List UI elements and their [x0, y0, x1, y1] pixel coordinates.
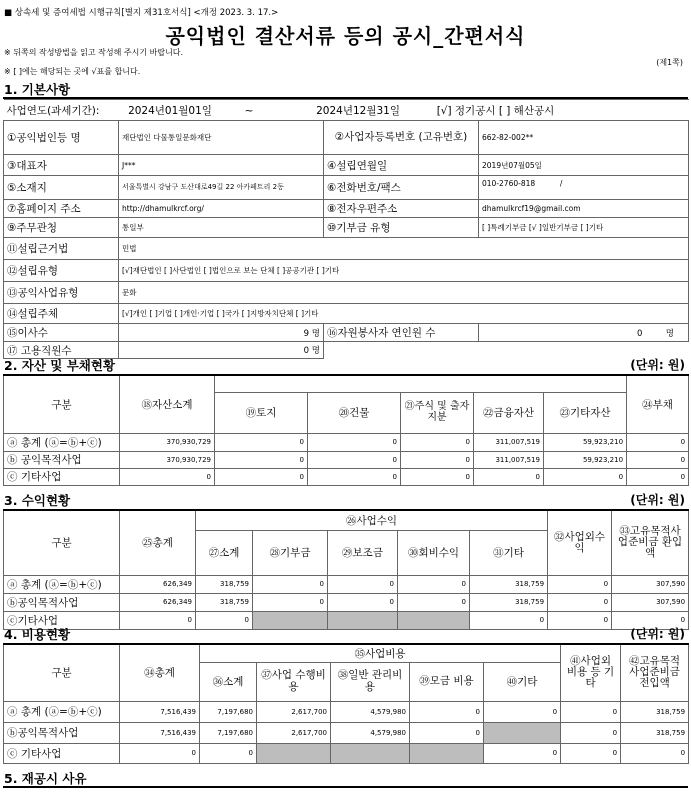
- row-label: ⓑ 공익목적사업: [4, 451, 120, 468]
- public-project-type-value: 문화: [119, 282, 689, 304]
- email-label: ⑧전자우편주소: [324, 200, 479, 218]
- cell: 0: [627, 451, 689, 468]
- row-label: ⓒ 기타사업: [4, 468, 120, 485]
- volunteers-label: ⑯자원봉사자 연인원 수: [324, 324, 479, 342]
- cell: 0: [328, 575, 398, 593]
- donation-type-value: [ ]특례기부금 [√ ]일반기부금 [ ]기타: [479, 218, 689, 238]
- business-number-value: 662-82-002**: [479, 121, 689, 155]
- cell: 0: [470, 611, 548, 629]
- org-name-value: 재단법인 다물통일문화재단: [119, 121, 324, 155]
- fiscal-period-end: 2024년12월31일: [316, 104, 400, 117]
- cell: 0: [401, 468, 474, 485]
- revenue-unit: (단위: 원): [630, 493, 685, 507]
- cell: 0: [484, 701, 561, 722]
- cell: 59,923,210: [544, 433, 627, 451]
- cell: 0: [561, 743, 621, 763]
- cell-disabled: [484, 722, 561, 743]
- cell: 2,617,700: [257, 701, 331, 722]
- row-label: ⓐ 총계 (ⓐ=ⓑ+ⓒ): [4, 575, 120, 593]
- revenue-table: [3, 509, 689, 630]
- section-expense-title: 4. 비용현황: [4, 627, 71, 642]
- directors-label: ⑮이사수: [4, 324, 119, 342]
- address-label: ⑤소재지: [4, 176, 119, 200]
- cell: 0: [253, 593, 328, 611]
- establishment-type-value: [√]재단법인 [ ]사단법인 [ ]법인으로 보는 단체 [ ]공공기관 [ ]기타: [119, 260, 689, 282]
- directors-value: 9 명: [119, 324, 324, 342]
- cell: 2,617,700: [257, 722, 331, 743]
- revenue-header-reserve: ㉝고유목적사업준비금 환입액: [612, 510, 689, 575]
- cell: 318,759: [621, 701, 689, 722]
- cell: 0: [548, 593, 612, 611]
- legal-basis-value: 민법: [119, 238, 689, 260]
- cell: 0: [410, 722, 484, 743]
- established-date-value: 2019년07월05일: [479, 155, 689, 176]
- cell: 0: [484, 743, 561, 763]
- expense-header-reserve: ㊷고유목적 사업준비금 전입액: [621, 644, 689, 701]
- expense-header-division: 구분: [4, 644, 120, 701]
- table-row: [4, 468, 689, 485]
- cell: 0: [328, 593, 398, 611]
- cell: 626,349: [120, 575, 196, 593]
- org-name-label: ①공익법인등 명: [4, 121, 119, 155]
- section-redisclosure-title: 5. 재공시 사유: [4, 771, 87, 786]
- cell: 0: [627, 468, 689, 485]
- volunteers-value: [479, 324, 689, 342]
- expense-unit: (단위: 원): [630, 627, 685, 641]
- assets-header-building: ⑳건물: [308, 392, 401, 433]
- revenue-header-other: ㉛기타: [470, 530, 548, 575]
- cell-disabled: [257, 743, 331, 763]
- cell: 0: [612, 611, 689, 629]
- form-rule-reference: ■ 상속세 및 증여세법 시행규칙[별지 제31호서식] <개정 2023. 3. 17.>: [4, 8, 279, 18]
- expense-header-fundraising: ㊴모금 비용: [410, 662, 484, 701]
- expense-header-general: ㊳일반 관리비용: [331, 662, 410, 701]
- fiscal-period-row: [4, 100, 689, 121]
- cell: 318,759: [470, 593, 548, 611]
- fiscal-period-tilde: ~: [244, 104, 254, 117]
- section-assets-title: 2. 자산 및 부채현황: [4, 358, 116, 373]
- disclosure-type: [√] 정기공시 [ ] 해산공시: [436, 104, 555, 117]
- cell-disabled: [328, 611, 398, 629]
- cell: 0: [544, 468, 627, 485]
- assets-header-stock: ㉑주식 및 출자지분: [401, 392, 474, 433]
- cell: 0: [215, 468, 308, 485]
- revenue-header-business: ㉖사업수익: [196, 510, 548, 530]
- revenue-header-total: ㉕총계: [120, 510, 196, 575]
- employees-value: 0 명: [119, 342, 324, 359]
- cell: 0: [561, 701, 621, 722]
- cell: 7,516,439: [120, 722, 200, 743]
- representative-value: J***: [119, 155, 324, 176]
- cell: 0: [196, 611, 253, 629]
- established-date-label: ④설립연월일: [324, 155, 479, 176]
- revenue-header-grants: ㉙보조금: [328, 530, 398, 575]
- employees-label: ⑰ 고용직원수: [4, 342, 119, 359]
- founder-label: ⑭설립주체: [4, 304, 119, 324]
- section-divider: [3, 786, 688, 788]
- cell: 370,930,729: [120, 451, 215, 468]
- fiscal-period-start: 2024년01월01일: [128, 104, 212, 117]
- revenue-header-nonbusiness: ㉜사업외수익: [548, 510, 612, 575]
- cell: 307,590: [612, 575, 689, 593]
- checkbox-note: ※ [ ]에는 해당되는 곳에 √표를 합니다.: [4, 67, 141, 76]
- cell-disabled: [331, 743, 410, 763]
- cell: 0: [120, 743, 200, 763]
- cell: 307,590: [612, 593, 689, 611]
- assets-header-division: 구분: [4, 375, 120, 433]
- table-row: [4, 433, 689, 451]
- cell: 318,759: [470, 575, 548, 593]
- cell: 0: [410, 701, 484, 722]
- cell: 318,759: [196, 593, 253, 611]
- expense-header-business: ㉟사업비용: [200, 644, 561, 662]
- cell: 311,007,519: [474, 451, 544, 468]
- revenue-header-division: 구분: [4, 510, 120, 575]
- cell-disabled: [253, 611, 328, 629]
- cell: 0: [308, 451, 401, 468]
- expense-header-performance: ㊲사업 수행비용: [257, 662, 331, 701]
- cell: 0: [215, 451, 308, 468]
- table-row: [4, 743, 689, 763]
- cell: 318,759: [196, 575, 253, 593]
- basic-info-table: [3, 99, 689, 359]
- expense-header-total: ㉞총계: [120, 644, 200, 701]
- phone-fax-separator: /: [559, 179, 563, 188]
- supervising-authority-value: 통일부: [119, 218, 324, 238]
- cell: 59,923,210: [544, 451, 627, 468]
- assets-header-subtotal: ⑱자산소계: [120, 375, 215, 433]
- assets-header-liabilities: ㉔부채: [627, 375, 689, 433]
- cell: 4,579,980: [331, 701, 410, 722]
- cell-disabled: [410, 743, 484, 763]
- revenue-header-donations: ㉘기부금: [253, 530, 328, 575]
- cell: 311,007,519: [474, 433, 544, 451]
- cell: 0: [401, 433, 474, 451]
- cell: 7,197,680: [200, 701, 257, 722]
- cell: 0: [308, 433, 401, 451]
- expense-header-nonbusiness: ㊶사업외 비용 등 기타: [561, 644, 621, 701]
- cell: 0: [561, 722, 621, 743]
- cell: 0: [621, 743, 689, 763]
- instruction-note: ※ 뒤쪽의 작성방법을 읽고 작성해 주시기 바랍니다.: [4, 48, 184, 57]
- cell: 0: [253, 575, 328, 593]
- assets-header-financial: ㉒금융자산: [474, 392, 544, 433]
- expense-header-subtotal: ㊱소계: [200, 662, 257, 701]
- phone-fax-label: ⑥전화번호/팩스: [324, 176, 479, 200]
- table-row: [4, 593, 689, 611]
- cell: 0: [398, 575, 470, 593]
- cell: 4,579,980: [331, 722, 410, 743]
- table-row: [4, 701, 689, 722]
- cell: 7,516,439: [120, 701, 200, 722]
- homepage-label: ⑦홈페이지 주소: [4, 200, 119, 218]
- table-row: [4, 611, 689, 629]
- row-label: ⓐ 총계 (ⓐ=ⓑ+ⓒ): [4, 701, 120, 722]
- phone-value: 010-2760-818: [482, 179, 536, 188]
- table-row: [4, 575, 689, 593]
- public-project-type-label: ⑬공익사업유형: [4, 282, 119, 304]
- row-label: ⓑ공익목적사업: [4, 593, 120, 611]
- cell: 0: [474, 468, 544, 485]
- representative-label: ③대표자: [4, 155, 119, 176]
- fiscal-period-label: 사업연도(과세기간):: [6, 104, 100, 117]
- cell: 7,197,680: [200, 722, 257, 743]
- page-number: (제1쪽): [656, 58, 683, 67]
- expense-table: [3, 643, 689, 764]
- cell: 0: [120, 611, 196, 629]
- cell: 0: [401, 451, 474, 468]
- section-basic-info-title: 1. 기본사항: [4, 82, 71, 97]
- cell: 0: [120, 468, 215, 485]
- address-value: 서울특별시 강남구 도산대로49길 22 아카페트리 2동: [119, 176, 324, 200]
- cell: 0: [548, 575, 612, 593]
- business-number-label: ②사업자등록번호 (고유번호): [324, 121, 479, 155]
- cell: 0: [200, 743, 257, 763]
- assets-unit: (단위: 원): [630, 358, 685, 372]
- assets-header-land: ⑲토지: [215, 392, 308, 433]
- row-label: ⓐ 총계 (ⓐ=ⓑ+ⓒ): [4, 433, 120, 451]
- table-row: [4, 451, 689, 468]
- section-revenue-title: 3. 수익현황: [4, 493, 71, 508]
- phone-fax-value: [479, 176, 689, 200]
- legal-basis-label: ⑪설립근거법: [4, 238, 119, 260]
- revenue-header-subtotal: ㉗소계: [196, 530, 253, 575]
- expense-header-other: ㊵기타: [484, 662, 561, 701]
- cell: 626,349: [120, 593, 196, 611]
- assets-header-other: ㉓기타자산: [544, 392, 627, 433]
- assets-header-group: [215, 375, 627, 392]
- volunteers-unit: 명: [665, 328, 675, 339]
- cell: 0: [308, 468, 401, 485]
- cell: 0: [398, 593, 470, 611]
- form-title: 공익법인 결산서류 등의 공시_간편서식: [165, 24, 526, 48]
- cell: 318,759: [621, 722, 689, 743]
- row-label: ⓒ기타사업: [4, 611, 120, 629]
- assets-table: [3, 374, 689, 486]
- cell: 0: [548, 611, 612, 629]
- donation-type-label: ⑩기부금 유형: [324, 218, 479, 238]
- founder-value: [√]개인 [ ]기업 [ ]개인·기업 [ ]국가 [ ]지방자치단체 [ ]기타: [119, 304, 689, 324]
- homepage-value: http://dhamulkrcf.org/: [119, 200, 324, 218]
- volunteers-number: 0: [636, 328, 643, 339]
- row-label: ⓑ공익목적사업: [4, 722, 120, 743]
- supervising-authority-label: ⑨주무관청: [4, 218, 119, 238]
- cell-disabled: [398, 611, 470, 629]
- establishment-type-label: ⑫설립유형: [4, 260, 119, 282]
- email-value: dhamulkrcf19@gmail.com: [479, 200, 689, 218]
- cell: 0: [627, 433, 689, 451]
- revenue-header-fees: ㉚회비수익: [398, 530, 470, 575]
- row-label: ⓒ 기타사업: [4, 743, 120, 763]
- table-row: [4, 722, 689, 743]
- cell: 370,930,729: [120, 433, 215, 451]
- cell: 0: [215, 433, 308, 451]
